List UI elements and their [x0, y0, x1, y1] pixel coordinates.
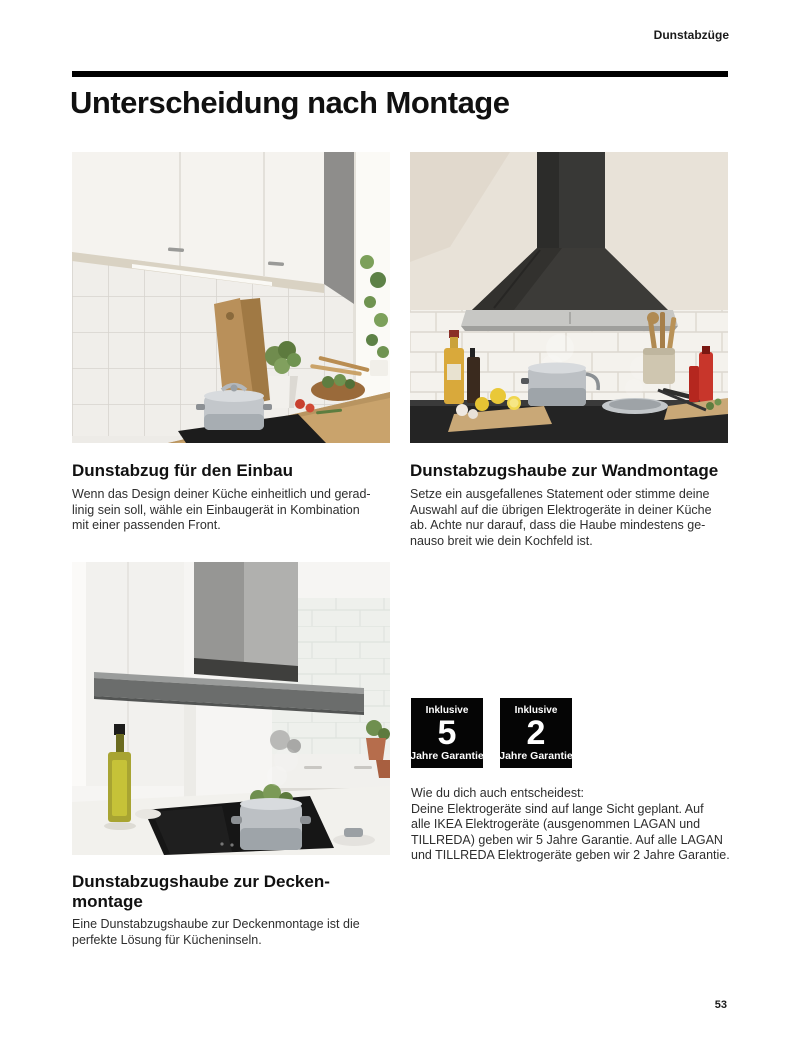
heading-line: Dunstabzugshaube zur Decken-: [72, 872, 330, 891]
badge-label-bottom: Jahre Garantie: [499, 750, 573, 762]
photo-built-in-extractor: [72, 152, 390, 443]
body-line: mit einer passenden Front.: [72, 518, 221, 533]
section-heading-deckenmontage: [72, 872, 402, 912]
body-line: Wie du dich auch entscheidest:: [411, 786, 585, 800]
heading-line: montage: [72, 892, 143, 911]
body-line: nauso breit wie dein Kochfeld ist.: [410, 533, 593, 548]
badge-number: 5: [437, 714, 457, 752]
body-line: Wenn das Design deiner Küche einheitlich und gerad-: [72, 487, 371, 501]
body-line: Eine Dunstabzugshaube zur Deckenmontage ist die: [72, 917, 360, 931]
body-line: alle IKEA Elektrogeräte (ausgenommen LAGAN und: [411, 817, 701, 832]
section-heading-wandmontage: Dunstabzugshaube zur Wandmontage: [410, 461, 719, 480]
body-line: Setze ein ausgefallenes Statement oder stimme deine: [410, 487, 710, 501]
body-line: ab. Achte nur darauf, dass die Haube mindestens ge-: [410, 518, 706, 533]
badge-number: 2: [526, 714, 546, 752]
page-number: 53: [714, 999, 727, 1011]
guarantee-badge-5-years: [411, 698, 483, 768]
body-line: TILLREDA) geben wir 5 Jahre Garantie. Auf alle LAGAN: [411, 832, 723, 847]
section-body-wandmontage: [410, 487, 740, 549]
section-body-einbau: [72, 487, 402, 534]
guarantee-text: [411, 786, 751, 864]
badge-label-bottom: Jahre Garantie: [410, 750, 484, 762]
page-title: Unterscheidung nach Montage: [70, 85, 510, 120]
section-body-deckenmontage: [72, 917, 402, 948]
photo-ceiling-mounted-hood: [72, 562, 390, 855]
guarantee-badge-2-years: [500, 698, 572, 768]
body-line: linig sein soll, wähle ein Einbaugerät in Kombination: [72, 502, 360, 517]
small-dish: [135, 809, 161, 819]
body-line: Auswahl auf die übrigen Elektrogeräte in deiner Küche: [410, 502, 712, 517]
body-line: perfekte Lösung für Kücheninseln.: [72, 932, 262, 947]
title-rule: [72, 71, 728, 77]
badge-label-top: Inklusive: [425, 705, 469, 716]
photo-wall-mounted-hood: [410, 152, 728, 443]
badge-label-top: Inklusive: [514, 705, 558, 716]
section-heading-einbau: Dunstabzug für den Einbau: [72, 461, 293, 480]
body-line: Deine Elektrogeräte sind auf lange Sicht geplant. Auf: [411, 801, 704, 816]
guarantee-badges: [411, 698, 572, 768]
running-head: Dunstabzüge: [653, 28, 729, 42]
body-line: und TILLREDA Elektrogeräte geben wir 2 Jahre Garantie.: [411, 848, 730, 863]
